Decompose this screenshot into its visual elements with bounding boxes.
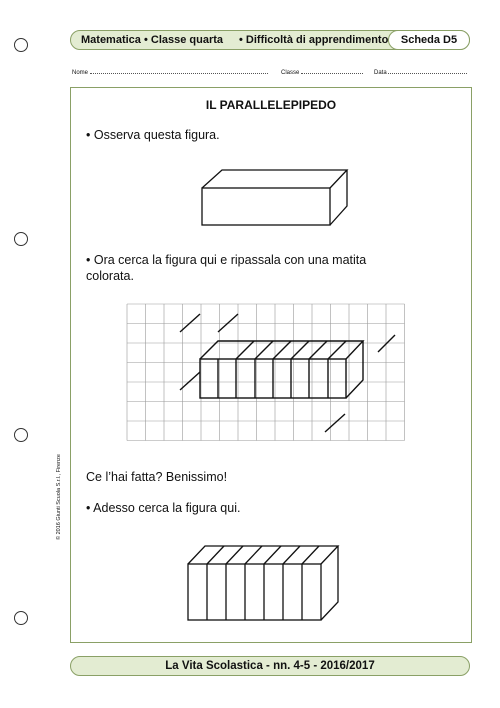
page-title: IL PARALLELEPIPEDO xyxy=(205,98,337,112)
class-field[interactable] xyxy=(281,67,363,76)
segmented-parallelepiped-figure xyxy=(183,540,343,625)
instruction-observe: • Osserva questa figura. xyxy=(86,128,220,142)
footer-bar: La Vita Scolastica - nn. 4-5 - 2016/2017 xyxy=(70,656,470,676)
copyright-note: © 2016 Giunti Scuola S.r.l., Firenze xyxy=(56,454,62,540)
name-line xyxy=(90,67,268,74)
class-line xyxy=(301,67,363,74)
date-label: Data xyxy=(374,70,387,76)
instruction-find-here: • Adesso cerca la figura qui. xyxy=(86,501,241,515)
header-subject: Matematica • Classe quarta xyxy=(81,34,224,46)
date-line xyxy=(388,67,467,74)
name-label: Nome xyxy=(72,70,89,76)
parallelepiped-figure xyxy=(195,162,355,232)
header-area: • Difficoltà di apprendimento xyxy=(239,34,389,46)
instruction-find-trace: • Ora cerca la figura qui e ripassala con una matita colorata. xyxy=(86,253,367,283)
class-label: Classe xyxy=(281,70,300,76)
sheet-badge: Scheda D5 xyxy=(388,30,470,50)
binder-hole-lower xyxy=(14,428,28,442)
grid-figure xyxy=(125,302,405,442)
name-field[interactable] xyxy=(72,67,268,76)
binder-hole-top xyxy=(14,38,28,52)
binder-hole-bottom xyxy=(14,611,28,625)
instruction-done: Ce l’hai fatta? Benissimo! xyxy=(86,470,228,484)
date-field[interactable] xyxy=(374,67,467,76)
binder-hole-upper xyxy=(14,232,28,246)
